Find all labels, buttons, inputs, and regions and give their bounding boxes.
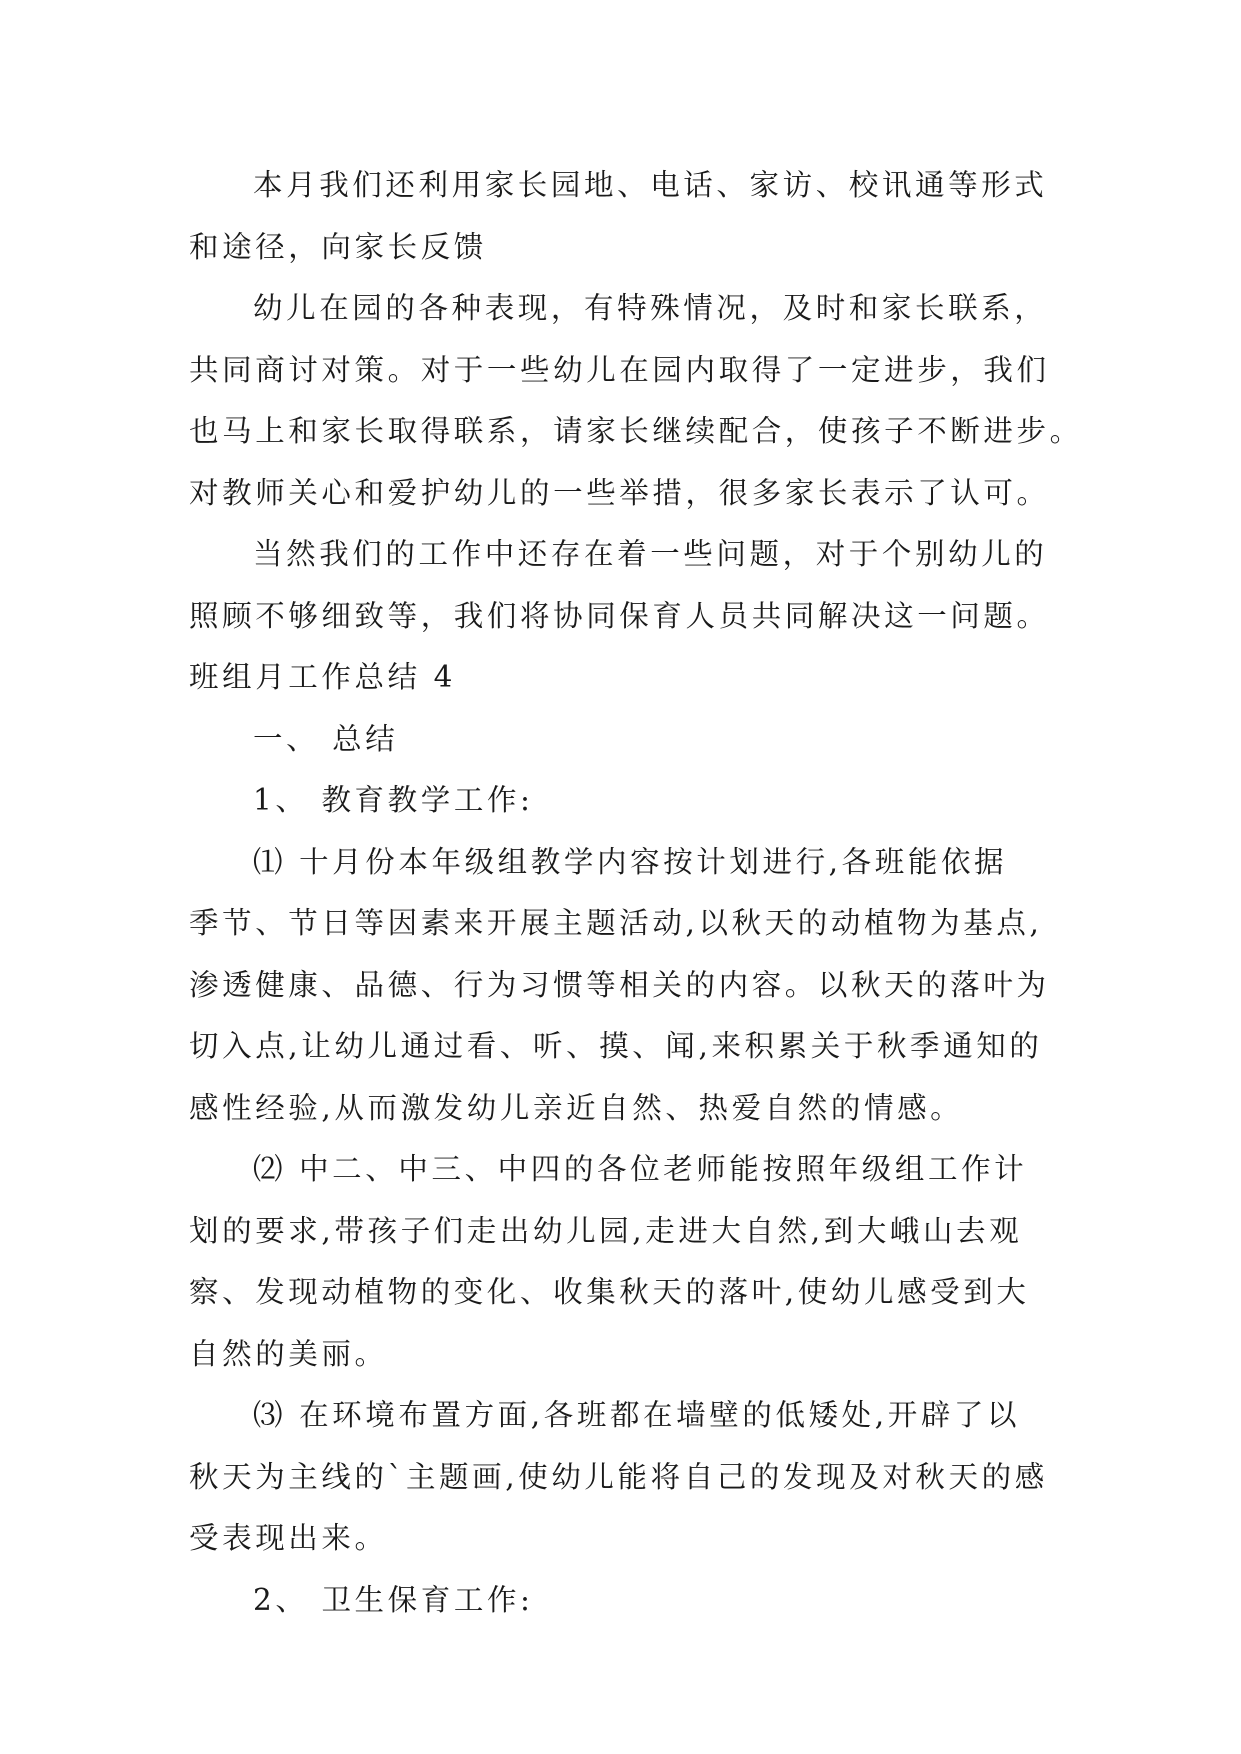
paragraph-line: 对教师关心和爱护幼儿的一些举措，很多家长表示了认可。 <box>189 475 1050 510</box>
section-title: 班组月工作总结 4 <box>189 660 457 694</box>
paragraph-line: 季节、节日等因素来开展主题活动,以秋天的动植物为基点, <box>189 906 1043 940</box>
heading-teaching: 1、 教育教学工作: <box>253 783 534 817</box>
document-page <box>189 155 1083 1631</box>
heading-summary: 一、 总结 <box>253 721 399 756</box>
paragraph-line: 共同商讨对策。对于一些幼儿在园内取得了一定进步，我们 <box>189 352 1050 387</box>
paragraph-line: ⑵ 中二、中三、中四的各位老师能按照年级组工作计 <box>253 1152 1028 1186</box>
paragraph-line: 幼儿在园的各种表现，有特殊情况，及时和家长联系， <box>253 291 1048 325</box>
paragraph-line: ⑴ 十月份本年级组教学内容按计划进行,各班能依据 <box>253 844 1008 879</box>
paragraph-line: 感性经验,从而激发幼儿亲近自然、热爱自然的情感。 <box>189 1090 964 1125</box>
paragraph-line: 秋天为主线的`主题画,使幼儿能将自己的发现及对秋天的感 <box>189 1459 1048 1494</box>
paragraph-line: 切入点,让幼儿通过看、听、摸、闻,来积累关于秋季通知的 <box>189 1029 1043 1063</box>
paragraph-line: 划的要求,带孩子们走出幼儿园,走进大自然,到大峨山去观 <box>189 1213 1023 1248</box>
paragraph-line: 照顾不够细致等，我们将协同保育人员共同解决这一问题。 <box>189 598 1050 633</box>
paragraph-line: 察、发现动植物的变化、收集秋天的落叶,使幼儿感受到大 <box>189 1275 1030 1309</box>
paragraph-line: 受表现出来。 <box>189 1521 388 1555</box>
paragraph-line: ⑶ 在环境布置方面,各班都在墙壁的低矮处,开辟了以 <box>253 1398 1021 1432</box>
paragraph-line: 也马上和家长取得联系，请家长继续配合，使孩子不断进步。 <box>189 414 1083 448</box>
paragraph-line: 自然的美丽。 <box>189 1336 388 1371</box>
heading-hygiene: 2、 卫生保育工作: <box>253 1582 534 1617</box>
paragraph-line: 当然我们的工作中还存在着一些问题，对于个别幼儿的 <box>253 537 1048 571</box>
paragraph-line: 本月我们还利用家长园地、电话、家访、校讯通等形式 <box>253 168 1048 202</box>
paragraph-line: 和途径，向家长反馈 <box>189 229 487 264</box>
paragraph-line: 渗透健康、品德、行为习惯等相关的内容。以秋天的落叶为 <box>189 967 1050 1002</box>
